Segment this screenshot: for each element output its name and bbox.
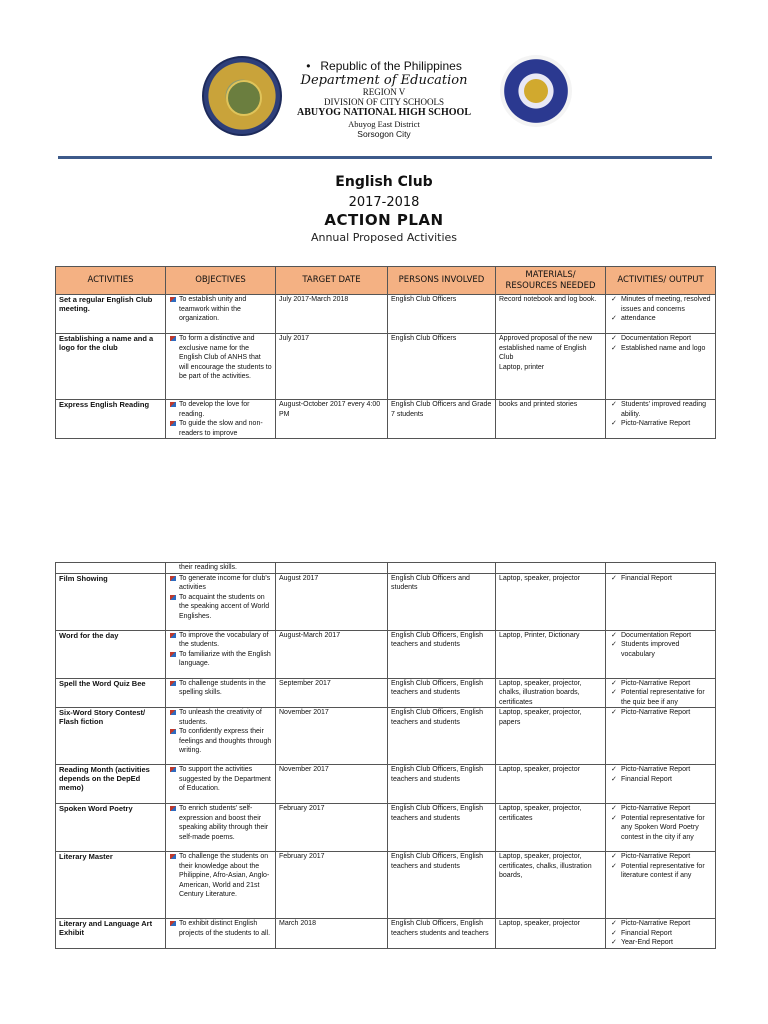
header-divider [58,156,712,159]
materials-cell: Record notebook and log book. [496,295,606,334]
objectives-cell [166,852,276,919]
output-item: ✓ Financial Report [609,929,712,939]
persons-involved-cell: English Club Officers, English teachers and students [388,804,496,852]
output-item: ✓ Year-End Report [609,938,712,948]
output-item: ✓ Picto-Narrative Report [609,852,712,862]
output-item: ✓ Documentation Report [609,334,712,344]
column-header: MATERIALS/ RESOURCES NEEDED [496,267,606,295]
materials-cell: Laptop, speaker, projector, papers [496,708,606,765]
output-cell [606,919,716,949]
output-item: ✓ Documentation Report [609,631,712,641]
objective-item: To acquaint the students on the speaking accent of World Englishes. [169,593,272,622]
persons-involved-cell: English Club Officers [388,295,496,334]
materials-cell: Laptop, speaker, projector, certificates [496,804,606,852]
table-header-row [56,267,716,295]
output-item: ✓ Picto-Narrative Report [609,804,712,814]
persons-involved-cell: English Club Officers, English teachers and students [388,708,496,765]
output-item: ✓ Potential representative for the quiz bee if any [609,688,712,707]
header-school-name: ABUYOG NATIONAL HIGH SCHOOL [296,107,471,118]
output-item: ✓ Potential representative for literature contest if any [609,862,712,881]
continuation-text: their reading skills. [166,563,276,574]
target-date-cell: November 2017 [276,708,388,765]
column-header: OBJECTIVES [166,267,276,295]
objectives-cell [166,919,276,949]
table-row [56,852,716,919]
header-district: Abuyog East District [348,119,420,129]
objective-item: To develop the love for reading. [169,400,272,419]
activity-cell: Literary Master [56,852,166,919]
objective-item: To form a distinctive and exclusive name for the English Club of ANHS that will encourage the students to be part of the activities. [169,334,272,382]
column-header: PERSONS INVOLVED [388,267,496,295]
output-item: ✓ Potential representative for any Spoken Word Poetry contest in the city if any [609,814,712,843]
target-date-cell: August-October 2017 every 4:00 PM [276,400,388,439]
persons-involved-cell: English Club Officers [388,334,496,400]
persons-involved-cell: English Club Officers, English teachers and students [388,630,496,678]
activity-cell: Spell the Word Quiz Bee [56,678,166,708]
target-date-cell: July 2017 [276,334,388,400]
materials-cell: Laptop, speaker, projector [496,573,606,630]
objective-item: To improve the vocabulary of the students. [169,631,272,650]
target-date-cell: August 2017 [276,573,388,630]
persons-involved-cell: English Club Officers, English teachers and students [388,678,496,708]
materials-cell: Laptop, speaker, projector [496,919,606,949]
target-date-cell: September 2017 [276,678,388,708]
persons-involved-cell: English Club Officers, English teachers and students [388,852,496,919]
output-item: ✓ attendance [609,314,712,324]
output-cell [606,630,716,678]
materials-cell: Laptop, Printer, Dictionary [496,630,606,678]
target-date-cell: July 2017-March 2018 [276,295,388,334]
output-item: ✓ Picto-Narrative Report [609,765,712,775]
activity-cell: Literary and Language Art Exhibit [56,919,166,949]
materials-cell: books and printed stories [496,400,606,439]
action-plan-table-page-1 [55,266,716,439]
output-cell [606,678,716,708]
header-city: Sorsogon City [357,129,411,139]
table-row [56,708,716,765]
column-header: ACTIVITIES/ OUTPUT [606,267,716,295]
activity-cell: Spoken Word Poetry [56,804,166,852]
objectives-cell [166,573,276,630]
objective-item: To establish unity and teamwork within the organization. [169,295,272,324]
output-cell [606,573,716,630]
objective-item: To unleash the creativity of students. [169,708,272,727]
output-item: ✓ Financial Report [609,775,712,785]
objectives-cell [166,765,276,804]
header-region: REGION V [362,87,406,97]
objective-item: To generate income for club's activities [169,574,272,593]
column-header: TARGET DATE [276,267,388,295]
objectives-cell [166,334,276,400]
table-row [56,295,716,334]
activity-cell: Six-Word Story Contest/ Flash fiction [56,708,166,765]
activity-cell: Reading Month (activities depends on the DepEd memo) [56,765,166,804]
objectives-cell [166,295,276,334]
materials-cell: Approved proposal of the new established name of English Club Laptop, printer [496,334,606,400]
header-department: Department of Education [300,73,468,88]
output-item: ✓ Students' improved reading ability. [609,400,712,419]
target-date-cell: February 2017 [276,804,388,852]
objective-item: To confidently express their feelings and thoughts through writing. [169,727,272,756]
output-item: ✓ Picto-Narrative Report [609,919,712,929]
output-item: ✓ Minutes of meeting, resolved issues and concerns [609,295,712,314]
objective-item: To familiarize with the English language. [169,650,272,669]
persons-involved-cell: English Club Officers, English teachers students and teachers [388,919,496,949]
output-item: ✓ Students improved vocabulary [609,640,712,659]
header-republic: • Republic of the Philippines [306,59,462,73]
target-date-cell: March 2018 [276,919,388,949]
table-row [56,630,716,678]
output-cell [606,334,716,400]
table-row [56,919,716,949]
output-cell [606,400,716,439]
objective-item: To challenge students in the spelling skills. [169,679,272,698]
objective-item: To guide the slow and non-readers to improve [169,419,272,438]
output-item: ✓ Picto-Narrative Report [609,708,712,718]
persons-involved-cell: English Club Officers, English teachers and students [388,765,496,804]
materials-cell: Laptop, speaker, projector, chalks, illustration boards, certificates [496,678,606,708]
activity-cell: Establishing a name and a logo for the club [56,334,166,400]
header-division: DIVISION OF CITY SCHOOLS [324,97,444,107]
persons-involved-cell: English Club Officers and Grade 7 students [388,400,496,439]
objective-item: To enrich students' self-expression and boost their speaking ability through their self-made poems. [169,804,272,842]
output-item: ✓ Financial Report [609,574,712,584]
table-row [56,334,716,400]
target-date-cell: February 2017 [276,852,388,919]
table-row [56,678,716,708]
objective-item: To challenge the students on their knowledge about the Philippine, Afro-Asian, Anglo- American, World and 21st Century Literature. [169,852,272,900]
document-title-club: English Club [335,174,433,190]
persons-involved-cell: English Club Officers and students [388,573,496,630]
activity-cell: Film Showing [56,573,166,630]
output-item: ✓ Picto-Narrative Report [609,419,712,429]
activity-cell: Set a regular English Club meeting. [56,295,166,334]
activity-cell: Express English Reading [56,400,166,439]
output-item: ✓ Picto-Narrative Report [609,679,712,689]
action-plan-table-page-2 [55,562,716,949]
objectives-cell [166,708,276,765]
objectives-cell [166,678,276,708]
table-row [56,804,716,852]
output-item: ✓ Established name and logo [609,344,712,354]
materials-cell: Laptop, speaker, projector [496,765,606,804]
output-cell [606,804,716,852]
document-subtitle: Annual Proposed Activities [310,231,458,244]
document-school-year: 2017-2018 [348,195,420,210]
document-title: ACTION PLAN [324,211,444,229]
objective-item: To support the activities suggested by the Department of Education. [169,765,272,794]
table-row-continuation [56,563,716,574]
objectives-cell [166,400,276,439]
objectives-cell [166,630,276,678]
target-date-cell: November 2017 [276,765,388,804]
objectives-cell [166,804,276,852]
target-date-cell: August-March 2017 [276,630,388,678]
column-header: ACTIVITIES [56,267,166,295]
table-row [56,765,716,804]
activity-cell: Word for the day [56,630,166,678]
output-cell [606,295,716,334]
table-row [56,573,716,630]
output-cell [606,852,716,919]
output-cell [606,765,716,804]
output-cell [606,708,716,765]
objective-item: To exhibit distinct English projects of the students to all. [169,919,272,938]
table-row [56,400,716,439]
materials-cell: Laptop, speaker, projector, certificates, chalks, illustration boards, [496,852,606,919]
